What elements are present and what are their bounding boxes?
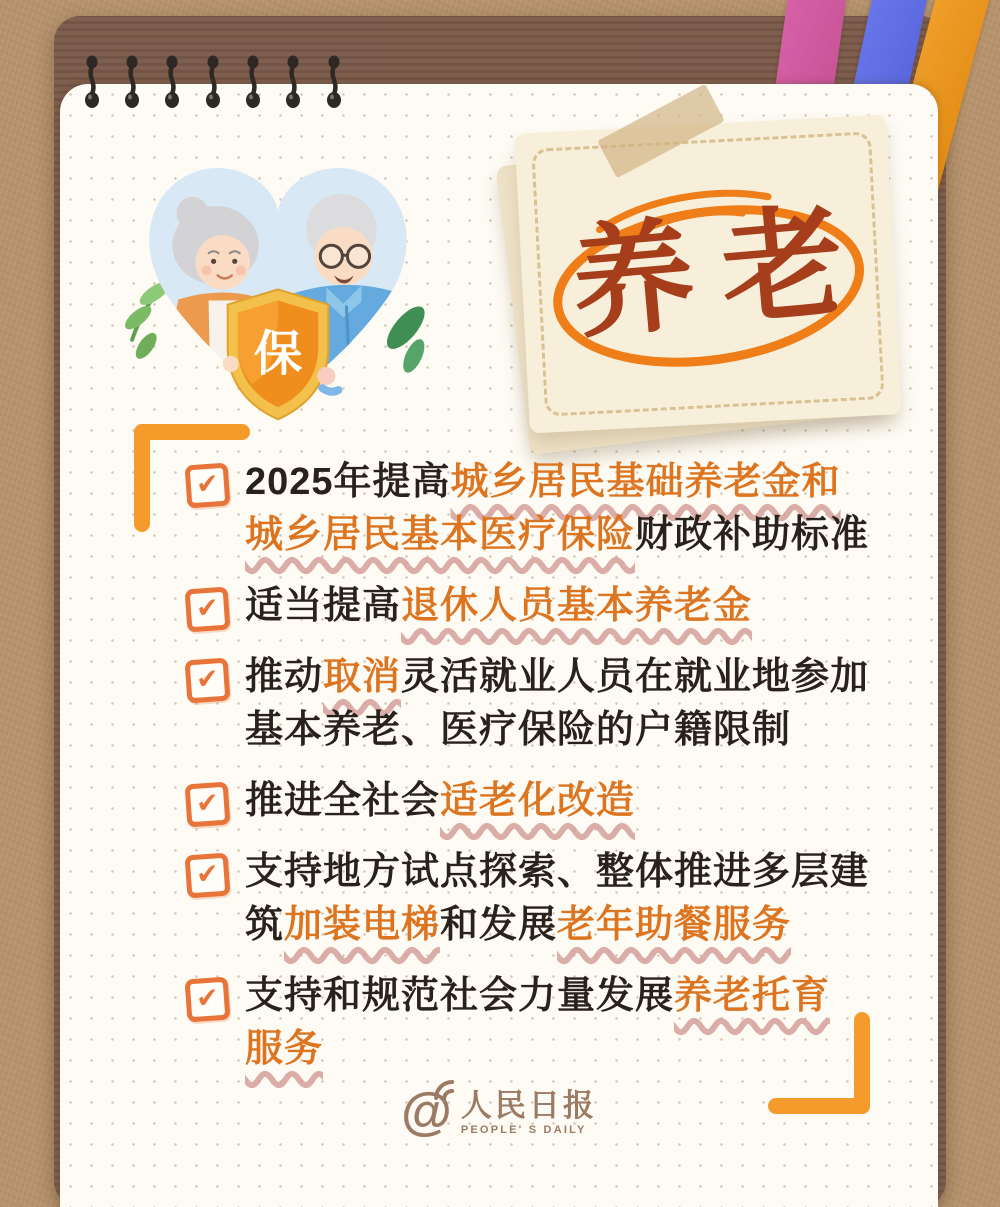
checklist-item xyxy=(186,651,896,757)
checklist xyxy=(186,456,896,1094)
checklist-item-text xyxy=(245,651,869,757)
title-note xyxy=(514,114,901,433)
signal-waves-icon xyxy=(434,1076,460,1100)
at-symbol: @ xyxy=(401,1083,452,1141)
text-segment: 财政补助标准 xyxy=(635,514,870,556)
checkbox-check-icon: ✔ xyxy=(185,587,231,633)
checkbox-check-icon: ✔ xyxy=(185,658,231,704)
elderly-couple-illustration xyxy=(112,148,444,436)
page-title: 养老 xyxy=(566,190,878,353)
checkbox-check-icon: ✔ xyxy=(185,853,231,899)
checklist-item-text xyxy=(245,456,869,562)
highlighted-text: 城乡居民基本医疗保险 xyxy=(245,514,636,556)
checklist-item-text xyxy=(245,970,830,1076)
highlighted-text: 老年助餐服务 xyxy=(557,904,792,946)
text-segment: 推动 xyxy=(245,656,324,698)
notebook-page xyxy=(60,84,938,1207)
highlighted-text: 服务 xyxy=(245,1028,324,1070)
checklist-item-text xyxy=(245,846,869,952)
logo-english-name: PEOPLE' S DAILY xyxy=(460,1124,587,1136)
checkbox-check-icon: ✔ xyxy=(185,977,231,1023)
text-segment: 适当提高 xyxy=(245,585,402,627)
text-segment: 灵活就业人员在就业地参加 xyxy=(401,656,870,698)
leaf-right-icon xyxy=(380,301,431,376)
corner-bracket-top-left xyxy=(134,424,250,440)
text-segment: 支持和规范社会力量发展 xyxy=(245,975,675,1017)
text-segment: 推进全社会 xyxy=(245,780,441,822)
checklist-item-text xyxy=(245,580,752,633)
checklist-item xyxy=(186,456,896,562)
highlighted-text: 养老托育 xyxy=(674,975,831,1017)
highlighted-text: 取消 xyxy=(323,656,402,698)
text-segment: 基本养老、医疗保险的户籍限制 xyxy=(245,709,792,751)
checklist-item xyxy=(186,580,896,633)
checklist-item-text xyxy=(245,775,635,828)
logo-chinese-name: 人民日报 xyxy=(460,1088,597,1123)
text-segment: 和发展 xyxy=(440,904,558,946)
shield-label: 保 xyxy=(253,326,303,381)
peoples-daily-logo xyxy=(401,1084,597,1140)
text-segment: 2025年提高 xyxy=(245,461,451,503)
text-segment: 筑 xyxy=(245,904,285,946)
text-segment: 支持地方试点探索、整体推进多层建 xyxy=(245,851,870,893)
checkbox-check-icon: ✔ xyxy=(185,463,231,509)
at-mark xyxy=(401,1084,452,1140)
checkbox-check-icon: ✔ xyxy=(185,782,231,828)
insurance-shield xyxy=(223,289,339,419)
checklist-item xyxy=(186,970,896,1076)
checklist-item xyxy=(186,846,896,952)
highlighted-text: 退休人员基本养老金 xyxy=(401,585,753,627)
highlighted-text: 适老化改造 xyxy=(440,780,636,822)
highlighted-text: 加装电梯 xyxy=(284,904,441,946)
checklist-item xyxy=(186,775,896,828)
highlighted-text: 城乡居民基础养老金和 xyxy=(450,461,841,503)
corner-bracket-top-left xyxy=(134,424,150,532)
spiral-binding-icon xyxy=(74,50,364,120)
